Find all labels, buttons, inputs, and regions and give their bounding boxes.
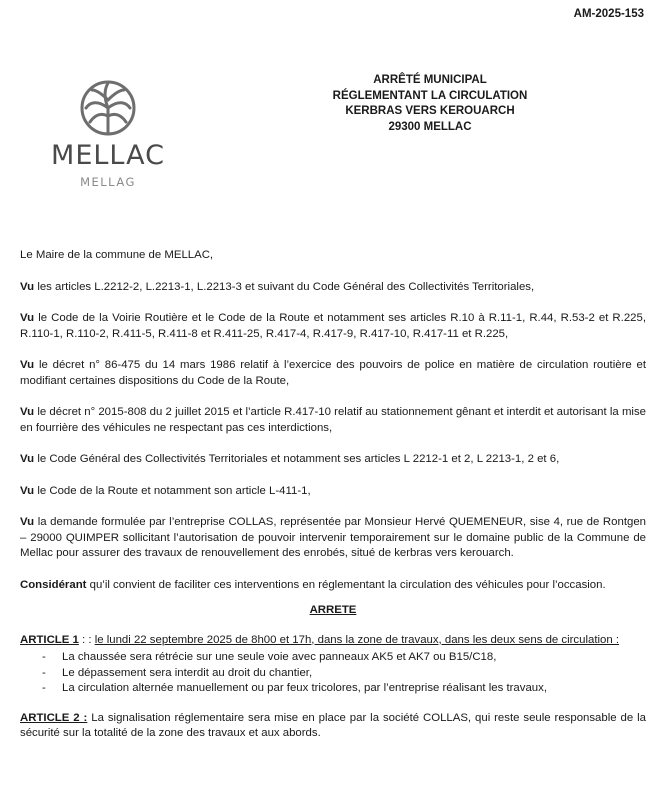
vu-text: les articles L.2212-2, L.2213-1, L.2213-3 et suivant du Code Général des Collectivités Territoriales,	[37, 280, 535, 293]
vu-paragraph	[20, 311, 646, 342]
logo-name: MELLAC	[51, 140, 165, 171]
considerant-text: qu’il convient de faciliter ces interventions en réglementant la circulation des véhicules pour l’occasion.	[89, 578, 606, 591]
article-1-list	[20, 650, 646, 697]
vu-paragraph	[20, 515, 646, 562]
title-line-1: ARRÊTÉ MUNICIPAL	[373, 74, 487, 86]
title-line-2: RÉGLEMENTANT LA CIRCULATION	[332, 89, 528, 102]
article-2	[20, 711, 646, 742]
list-item: - Le dépassement sera interdit au droit du chantier,	[42, 666, 313, 679]
vu-paragraph	[20, 452, 646, 468]
vu-paragraph	[20, 280, 646, 296]
vu-text: le décret n° 2015-808 du 2 juillet 2015 et l’article R.417-10 relatif au stationnement gênant et interdit et autorisant la mise en fourrière des véhicules ne respectant pas ces interdictions,	[20, 406, 646, 434]
vu-text: le Code de la Voirie Routière et le Code de la Route et notamment ses articles R.10 à R.11-1, R.44, R.53-2 et R.225, R.110-1, R.110-2, R.411-5, R.411-8 et R.411-25, R.417-4, R.417-9, R.417-10, R.417-11 et R.225,	[20, 312, 646, 340]
vu-keyword: Vu	[20, 312, 35, 324]
vu-paragraph	[20, 358, 646, 389]
list-item-text: Le dépassement sera interdit au droit du chantier,	[62, 666, 313, 679]
article-1-text: le lundi 22 septembre 2025 de 8h00 et 17h, dans la zone de travaux, dans les deux sens de circulation :	[94, 633, 620, 646]
article-1	[20, 633, 646, 649]
article-2-label: ARTICLE 2 :	[20, 711, 88, 724]
vu-text: la demande formulée par l’entreprise COLLAS, représentée par Monsieur Hervé QUEMENEUR, sise 4, rue de Rontgen – 29000 QUIMPER sollicitant l’autorisation de pouvoir intervenir temporairement sur le domaine public de la Commune de Mellac pour assurer des travaux de renouvellement des enrobés, situé de kerbras vers kerouarch.	[20, 516, 646, 559]
vu-text: le Code de la Route et notamment son article L-411-1,	[37, 484, 311, 497]
list-item: - La circulation alternée manuellement ou par feux tricolores, par l’entreprise réalisant les travaux,	[42, 682, 547, 694]
considerant-paragraph	[20, 578, 646, 594]
considerant-keyword: Considérant	[20, 578, 87, 591]
list-item-text: La circulation alternée manuellement ou par feux tricolores, par l’entreprise réalisant les travaux,	[62, 682, 547, 694]
vu-keyword: Vu	[20, 516, 35, 528]
article-1-separator: : :	[78, 633, 95, 646]
list-item: - La chaussée sera rétrécie sur une seule voie avec panneaux AK5 et AK7 ou B15/C18,	[42, 651, 497, 663]
title-line-4: 29300 MELLAC	[388, 120, 472, 133]
article-1-label: ARTICLE 1	[20, 633, 79, 646]
document-title	[300, 73, 560, 135]
vu-keyword: Vu	[20, 359, 35, 371]
vu-paragraph	[20, 484, 646, 500]
article-2-text: La signalisation réglementaire sera mise en place par la société COLLAS, qui reste seule responsable de la sécurité sur la totalité de la zone des travaux et aux abords.	[20, 711, 646, 739]
intro-paragraph: Le Maire de la commune de MELLAC,	[20, 249, 214, 261]
vu-keyword: Vu	[20, 406, 35, 418]
document-reference: AM-2025-153	[573, 8, 644, 20]
vu-keyword: Vu	[20, 484, 35, 497]
tree-emblem-icon	[76, 78, 140, 138]
vu-text: le Code Général des Collectivités Territoriales et notamment ses articles L 2212-1 et 2, L 2213-1, 2 et 6,	[37, 453, 560, 465]
mellac-logo	[38, 78, 178, 189]
list-item-text: La chaussée sera rétrécie sur une seule voie avec panneaux AK5 et AK7 ou B15/C18,	[62, 651, 497, 663]
vu-text: le décret n° 86-475 du 14 mars 1986 relatif à l’exercice des pouvoirs de police en matière de circulation routière et modifiant certaines dispositions du Code de la Route,	[20, 359, 647, 387]
arrete-heading: ARRETE	[309, 604, 357, 616]
document-body	[20, 248, 646, 758]
vu-keyword: Vu	[20, 453, 35, 465]
title-line-3: KERBRAS VERS KEROUARCH	[345, 105, 515, 117]
vu-paragraph	[20, 405, 646, 436]
vu-keyword: Vu	[20, 280, 35, 293]
logo-subname: MELLAG	[80, 175, 136, 189]
